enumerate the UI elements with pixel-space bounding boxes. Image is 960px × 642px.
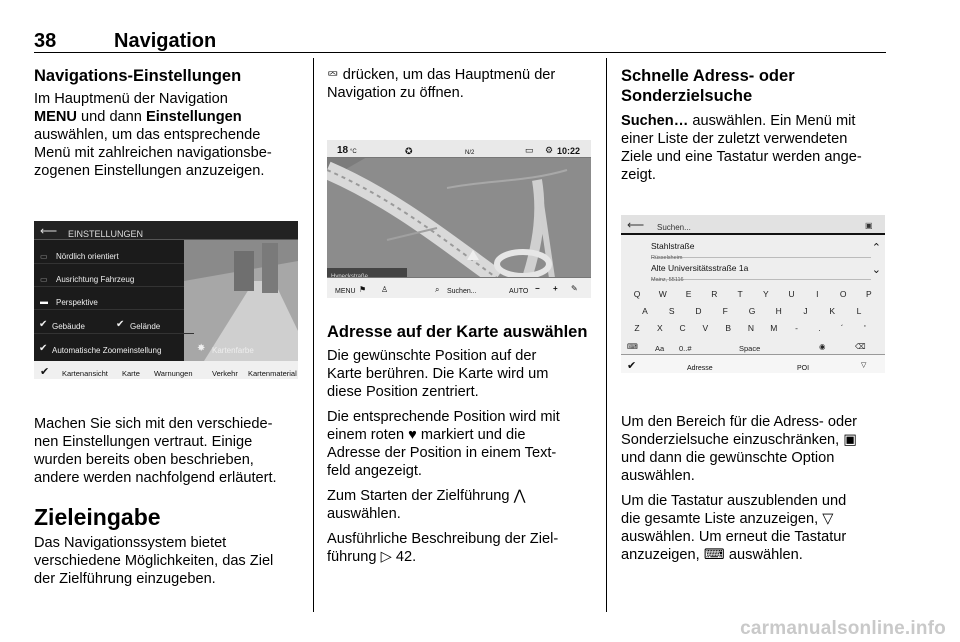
numbers-key[interactable]: 0..#	[679, 344, 692, 353]
paragraph: Ausführliche Beschreibung der Ziel‐ führung ▷ 42.	[327, 531, 559, 565]
key[interactable]: -	[795, 323, 798, 333]
paragraph: Die gewünschte Position auf der Karte berühren. Die Karte wird um diese Position zentriert.	[327, 348, 549, 400]
column-1	[34, 66, 302, 595]
page-reference-icon: ▷	[380, 549, 392, 565]
settings-tab-bar	[34, 361, 298, 379]
filter-icon[interactable]: ▣	[865, 221, 873, 230]
key[interactable]: P	[866, 289, 872, 299]
key[interactable]: I	[816, 289, 819, 299]
sun-icon: ✸	[197, 343, 206, 354]
key[interactable]: G	[748, 306, 756, 316]
setting-north-up[interactable]: ▭ Nördlich orientiert	[34, 241, 184, 264]
watermark: carmanualsonline.info	[740, 618, 946, 639]
paragraph: Im Hauptmenü der Navigation MENU und dann Einstellungen auswählen, um das entsprechende Menü mit zahlreichen navigationsbe‐ zogenen Einstellungen anzuzeigen.	[34, 91, 272, 179]
nav-button-icon: ⮹	[327, 67, 339, 83]
backspace-icon[interactable]: ⌫	[855, 342, 866, 351]
paragraph: Die entsprechende Position wird mit einem roten ♥ markiert und die Adresse der Position in einem Text‐ feld angezeigt.	[327, 409, 560, 479]
key[interactable]: D	[695, 306, 702, 316]
key[interactable]: O	[839, 289, 847, 299]
tab-poi[interactable]: POI	[797, 365, 810, 372]
list-item[interactable]: Stahlstraße Rüsselsheim ⌃	[651, 237, 871, 258]
radio-selected-icon: ▬	[40, 297, 48, 306]
page-number: 38	[34, 30, 57, 52]
compass-label: N/2	[465, 150, 475, 156]
voice-icon[interactable]: ◉	[819, 342, 826, 351]
key[interactable]: C	[679, 323, 686, 333]
paragraph: Zum Starten der Zielführung ⋀ auswählen.	[327, 488, 526, 522]
key[interactable]: E	[685, 289, 692, 299]
location-icon[interactable]: ✪	[405, 146, 413, 156]
section-heading: Adresse auf der Karte auswählen	[327, 323, 588, 341]
key[interactable]: H	[775, 306, 782, 316]
check-icon: ✔	[116, 319, 125, 330]
destination-flag-icon[interactable]: ⚑	[359, 285, 367, 294]
key[interactable]: '	[864, 323, 866, 333]
key[interactable]: M	[770, 323, 778, 333]
section-heading: Schnelle Adress- oder Sonderzielsuche	[621, 67, 795, 105]
check-icon: ✔	[39, 319, 48, 330]
map-color-label[interactable]: Kartenfarbe	[212, 346, 254, 355]
key[interactable]: U	[788, 289, 795, 299]
person-icon[interactable]: ♙	[381, 285, 389, 294]
setting-perspective[interactable]: ▬ Perspektive	[34, 287, 184, 310]
zoom-out-button[interactable]: −	[535, 284, 540, 293]
map-pin-icon: ♥	[408, 427, 417, 443]
chevron-down-icon[interactable]: ⌄	[871, 264, 881, 276]
filter-icon: ▣	[843, 432, 858, 448]
key[interactable]: R	[711, 289, 718, 299]
paragraph: Um die Tastatur auszublenden und die gesamte Liste anzuzeigen, ▽ auswählen. Um erneut die Tastatur anzuzeigen, ⌨ auswählen.	[621, 493, 847, 563]
paragraph: Machen Sie sich mit den verschiede‐ nen Einstellungen vertraut. Einige wurden bereits oben beschrieben, andere werden nachfolgend erläutert.	[34, 416, 277, 486]
map-status-bar	[327, 140, 591, 158]
paragraph: ⮹ drücken, um das Hauptmenü der Navigation zu öffnen.	[327, 67, 556, 101]
clock: 10:22	[557, 146, 581, 156]
paragraph: Suchen… auswählen. Ein Menü mit einer Liste der zuletzt verwendeten Ziele und eine Tastatur werden ange‐ zeigt.	[621, 113, 862, 183]
temperature-unit: °C	[350, 149, 357, 155]
list-expand-icon: ▽	[822, 511, 834, 527]
tab-map-data[interactable]: Kartenmaterial	[248, 369, 297, 378]
keyboard-row-3	[627, 319, 875, 336]
key[interactable]: S	[668, 306, 675, 316]
zoom-in-button[interactable]: +	[553, 284, 558, 293]
key[interactable]: L	[856, 306, 862, 316]
settings-title: EINSTELLUNGEN	[68, 229, 144, 239]
tab-map-view[interactable]: Kartenansicht	[62, 369, 108, 378]
radio-icon: ▭	[40, 275, 48, 284]
map-bottom-bar	[327, 277, 591, 298]
start-guidance-icon: ⋀	[513, 488, 526, 504]
settings-screenshot	[34, 221, 298, 379]
column-divider	[313, 58, 314, 612]
tab-map[interactable]: Karte	[122, 369, 140, 378]
list-item[interactable]: Alte Universitätsstraße 1a Mainz, 55116 ⌄	[651, 259, 871, 280]
check-icon: ✔	[39, 343, 48, 354]
key[interactable]: N	[747, 323, 755, 333]
key[interactable]: V	[702, 323, 709, 333]
keyboard-row-1	[627, 285, 879, 302]
key[interactable]: Y	[762, 289, 769, 299]
keyboard-row-2	[635, 302, 869, 319]
key[interactable]: F	[722, 306, 728, 316]
key[interactable]: J	[803, 306, 808, 316]
page-header	[34, 30, 886, 53]
section-heading-large: Zieleingabe	[34, 504, 161, 530]
check-icon[interactable]: ✔	[627, 360, 637, 372]
column-2	[327, 66, 597, 573]
keyboard-function-row	[621, 337, 885, 353]
settings-title-bar	[34, 221, 298, 240]
tab-address[interactable]: Adresse	[687, 365, 713, 372]
temperature: 18	[337, 145, 349, 156]
section-heading: Navigations-Einstellungen	[34, 67, 242, 85]
setting-vehicle-heading[interactable]: ▭ Ausrichtung Fahrzeug	[34, 264, 184, 287]
setting-auto-zoom[interactable]: ✔ Automatische Zoomeinstellung ✸ Kartenfarbe	[34, 335, 298, 357]
settings-icon[interactable]: ⚙	[545, 145, 554, 155]
menu-button[interactable]: MENU	[335, 288, 356, 295]
key[interactable]: ´	[840, 323, 844, 333]
paragraph: Das Navigationssystem bietet verschiedene Möglichkeiten, das Ziel der Zielführung einzugeben.	[34, 535, 274, 587]
key[interactable]: .	[818, 323, 821, 333]
column-divider	[606, 58, 607, 612]
key[interactable]: B	[725, 323, 732, 333]
radio-icon: ▭	[40, 252, 48, 261]
key[interactable]: T	[737, 289, 743, 299]
search-input[interactable]: Suchen...	[657, 223, 691, 232]
message-icon[interactable]: ▭	[525, 145, 534, 155]
key[interactable]: Z	[634, 323, 640, 333]
search-icon: ⌕	[435, 285, 440, 294]
key[interactable]: W	[658, 289, 667, 299]
auto-zoom-button[interactable]: AUTO	[509, 288, 529, 295]
setting-buildings-terrain[interactable]: ✔ Gebäude ✔ Gelände	[34, 311, 194, 334]
page-title: Navigation	[114, 30, 217, 52]
chevron-up-icon[interactable]: ⌃	[871, 242, 881, 254]
map-screenshot	[327, 140, 591, 298]
search-button[interactable]: Suchen...	[447, 288, 477, 295]
key[interactable]: X	[656, 323, 663, 333]
keyboard-icon: ⌨	[703, 547, 725, 563]
edit-icon[interactable]: ✎	[571, 284, 578, 293]
paragraph: Um den Bereich für die Adress- oder Sonderzielsuche einzuschränken, ▣ und dann die gewünschte Option auswählen.	[621, 414, 858, 484]
tab-traffic[interactable]: Verkehr	[212, 369, 238, 378]
keyboard-hide-icon[interactable]: ⌨	[627, 342, 638, 351]
column-3	[621, 66, 891, 571]
tab-warnings[interactable]: Warnungen	[154, 369, 193, 378]
key[interactable]: K	[829, 306, 836, 316]
check-icon[interactable]: ✔	[40, 366, 50, 378]
search-bar	[621, 215, 885, 235]
case-key[interactable]: Aa	[655, 344, 665, 353]
search-tab-bar	[621, 354, 885, 373]
list-expand-icon[interactable]: ▽	[861, 362, 867, 369]
back-arrow-icon[interactable]: ⟵	[40, 224, 58, 238]
back-arrow-icon[interactable]: ⟵	[627, 218, 645, 232]
key[interactable]: A	[642, 306, 648, 316]
search-screenshot	[621, 215, 885, 373]
key[interactable]: Q	[633, 289, 641, 299]
space-key[interactable]: Space	[739, 344, 761, 353]
